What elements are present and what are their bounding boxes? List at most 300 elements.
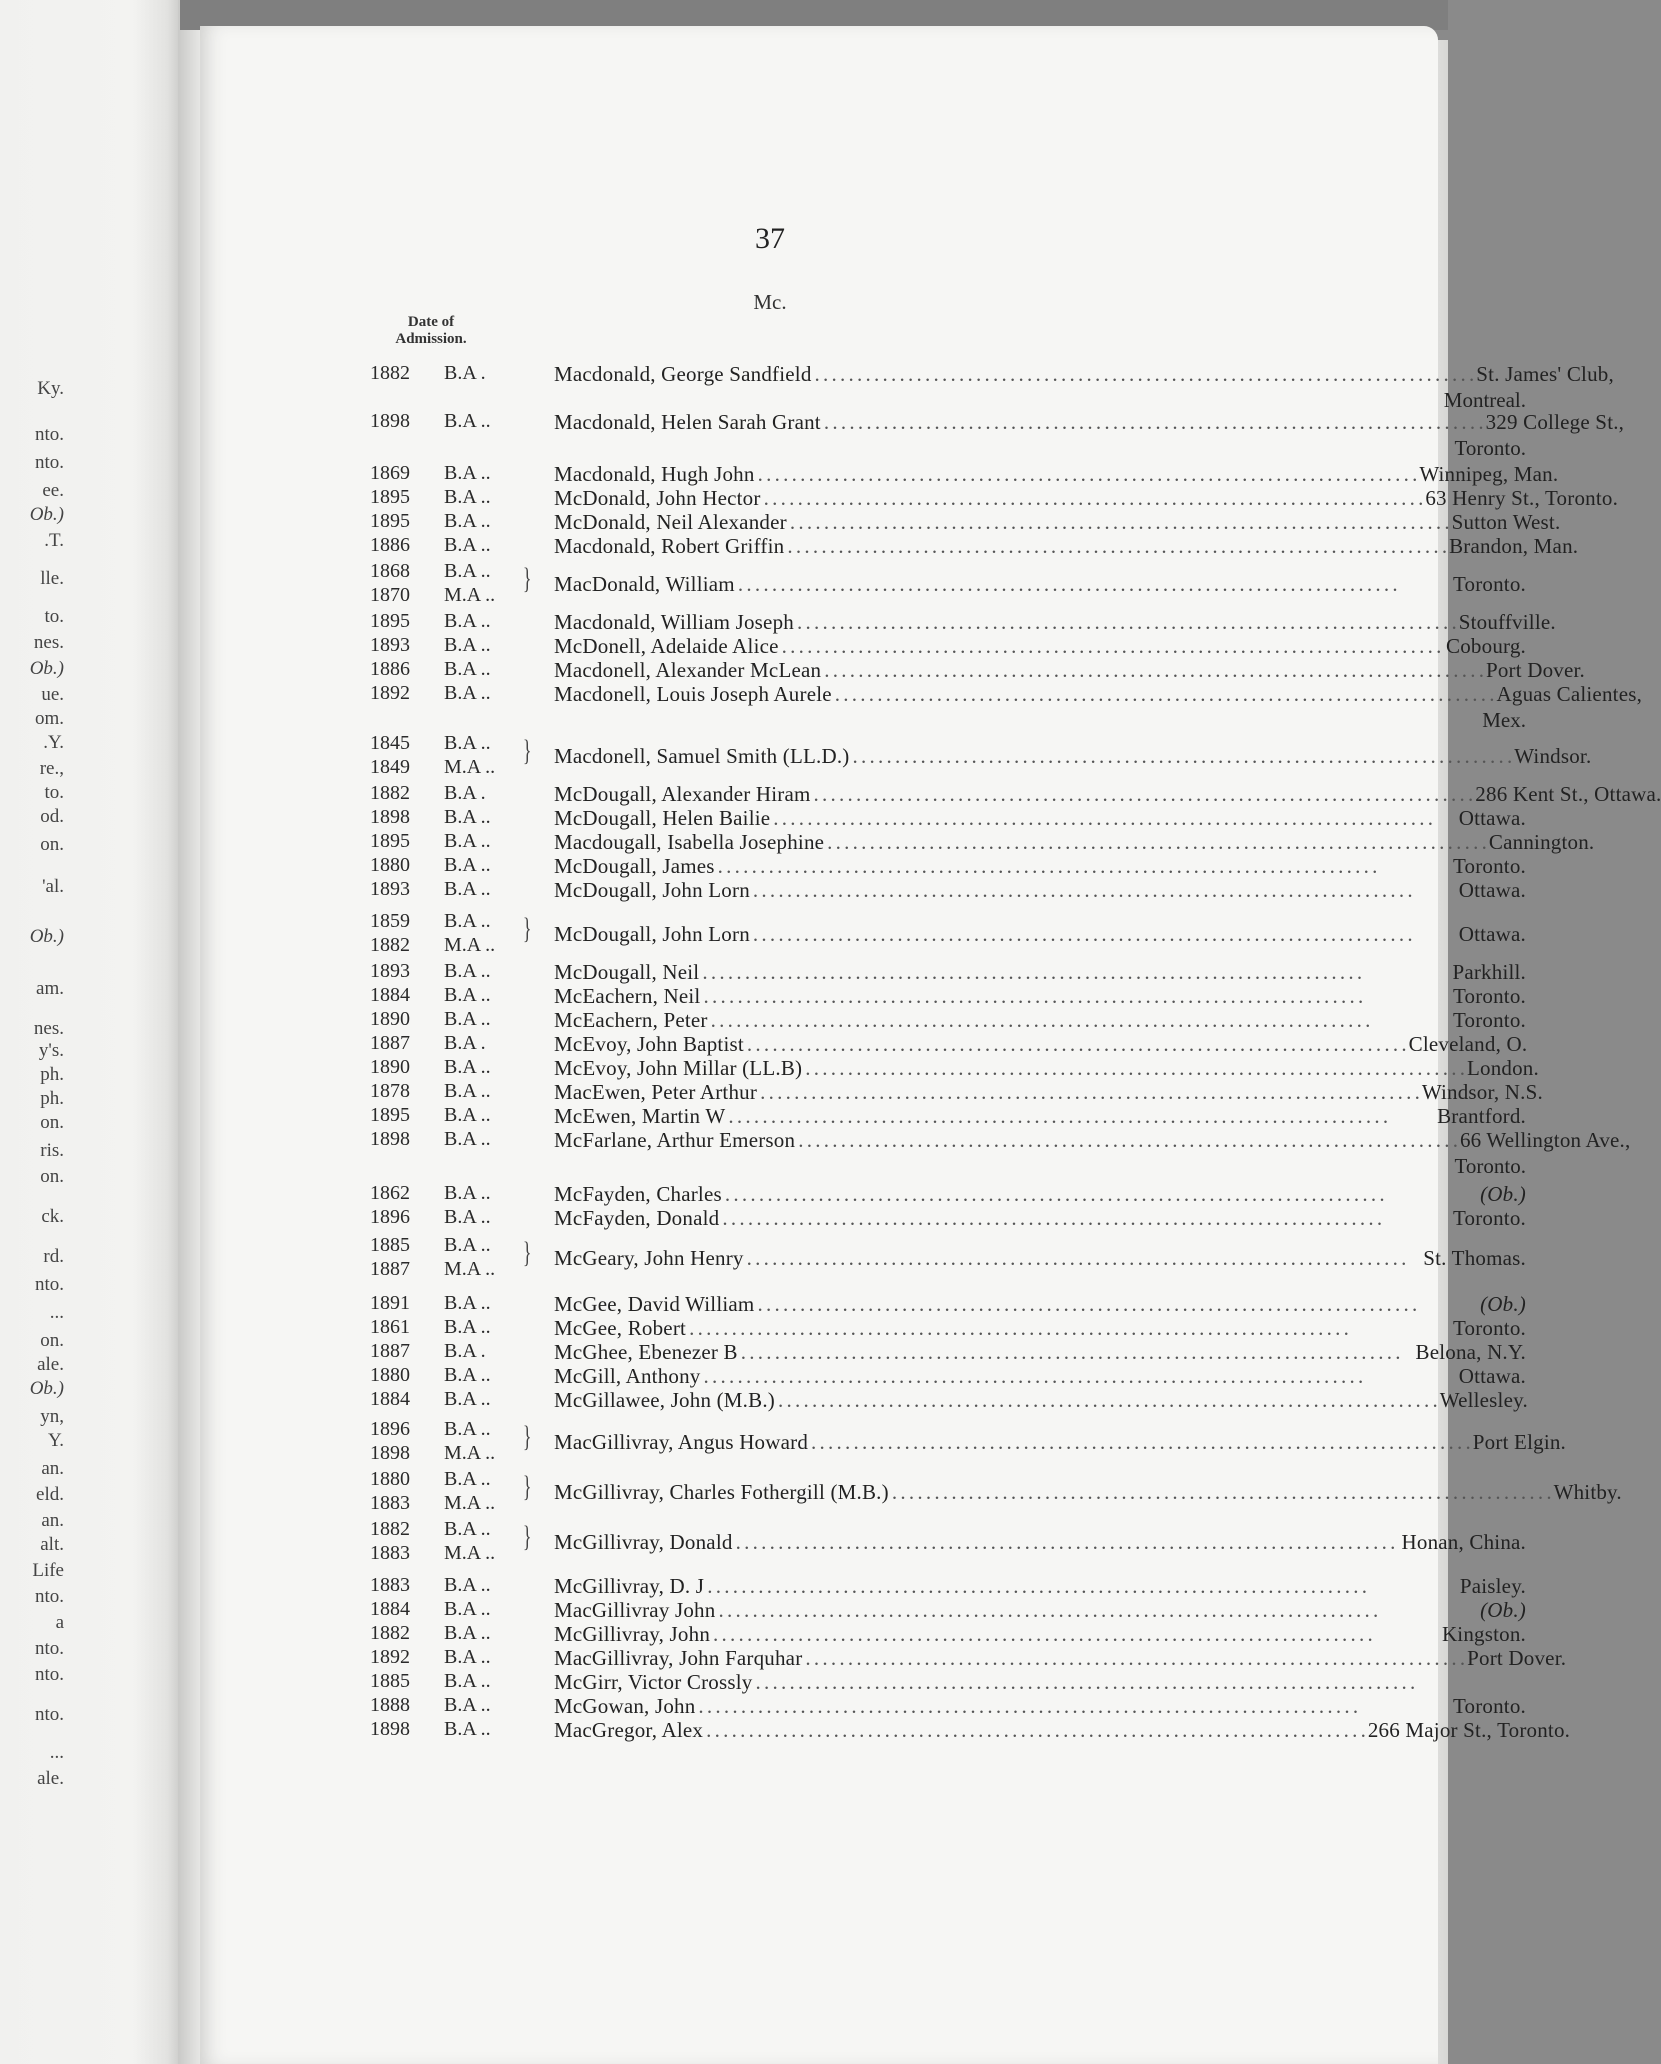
graduate-name: McGillivray, Charles Fothergill (M.B.) — [554, 1480, 889, 1504]
entry-line — [554, 854, 1526, 879]
residence: 329 College St., — [1485, 410, 1625, 434]
facing-page-fragment: ris. — [40, 1140, 64, 1161]
residence: Windsor. — [1514, 744, 1592, 768]
residence: Winnipeg, Man. — [1419, 462, 1559, 486]
admission-year: 1888 — [370, 1694, 410, 1716]
leader-dots — [686, 1316, 1453, 1341]
graduate-name: McDougall, John Lorn — [554, 878, 750, 902]
facing-page-fragment: nto. — [34, 1586, 64, 1607]
graduate-name: MacGillivray, Angus Howard — [554, 1430, 809, 1454]
facing-page-fragment: .Y. — [43, 732, 64, 753]
facing-page-fragment: nto. — [34, 1664, 64, 1685]
facing-page-fragment: Ky. — [37, 378, 64, 399]
facing-page-fragment: Ob.) — [29, 658, 64, 679]
entry-line — [554, 960, 1526, 985]
residence-continued: Montreal. — [1443, 388, 1526, 412]
admission-year: 1883 — [370, 1542, 410, 1564]
degree: B.A .. — [444, 1574, 491, 1596]
degree: B.A .. — [444, 732, 491, 754]
admission-year: 1898 — [370, 1128, 410, 1150]
graduate-name: McFarlane, Arthur Emerson — [554, 1128, 796, 1152]
entry-line — [554, 1480, 1622, 1505]
degree: B.A .. — [444, 1182, 491, 1204]
section-heading: Mc. — [753, 290, 787, 314]
facing-page-fragment: yn, — [40, 1406, 64, 1427]
degree: B.A . — [444, 782, 486, 804]
graduate-name: MacGillivray John — [554, 1598, 716, 1622]
entry-line — [554, 610, 1556, 635]
residence: Parkhill. — [1452, 960, 1526, 984]
graduate-name: Macdonald, George Sandfield — [554, 362, 812, 386]
admission-year: 1849 — [370, 756, 410, 778]
entry-line — [554, 922, 1526, 947]
admission-year: 1862 — [370, 1182, 410, 1204]
admission-year: 1870 — [370, 584, 410, 606]
graduate-name: Macdonald, William Joseph — [554, 610, 794, 634]
graduate-name: MacDonald, William — [554, 572, 735, 596]
admission-year: 1880 — [370, 1364, 410, 1386]
degree: M.A .. — [444, 934, 496, 956]
degree: B.A .. — [444, 1292, 491, 1314]
admission-year: 1893 — [370, 634, 410, 656]
graduate-name: Macdonald, Helen Sarah Grant — [554, 410, 821, 434]
degree: B.A .. — [444, 878, 491, 900]
admission-year: 1891 — [370, 1292, 410, 1314]
degree: B.A .. — [444, 510, 491, 532]
graduate-name: McDougall, John Lorn — [554, 922, 750, 946]
degree: B.A .. — [444, 1622, 491, 1644]
degree: M.A .. — [444, 756, 496, 778]
facing-page-fragment: re., — [39, 758, 64, 779]
admission-year: 1885 — [370, 1670, 410, 1692]
degree: B.A .. — [444, 682, 491, 704]
admission-year: 1892 — [370, 1646, 410, 1668]
admission-year: 1886 — [370, 658, 410, 680]
graduate-name: Macdougall, Isabella Josephine — [554, 830, 825, 854]
graduate-name: Macdonald, Robert Griffin — [554, 534, 785, 558]
leader-dots — [703, 1718, 1368, 1743]
graduate-name: McGill, Anthony — [554, 1364, 701, 1388]
facing-page-fragment: ee. — [42, 480, 64, 501]
degree: B.A .. — [444, 960, 491, 982]
leader-dots — [779, 634, 1446, 659]
facing-page-fragment: nto. — [34, 424, 64, 445]
brace-icon: } — [522, 1420, 532, 1453]
degree: B.A .. — [444, 1670, 491, 1692]
facing-page-fragment: on. — [40, 1112, 64, 1133]
facing-page-fragment: ... — [49, 1302, 64, 1323]
residence: Kingston. — [1441, 1622, 1526, 1646]
residence: Ottawa. — [1458, 806, 1526, 830]
graduate-name: McDougall, Helen Bailie — [554, 806, 771, 830]
degree: B.A .. — [444, 410, 491, 432]
residence: Aguas Calientes, — [1496, 682, 1643, 706]
graduate-name: McDonald, John Hector — [554, 486, 761, 510]
entry-line — [554, 1182, 1526, 1207]
facing-page-fragment: nto. — [34, 1638, 64, 1659]
leader-dots — [719, 1206, 1453, 1231]
admission-year: 1883 — [370, 1574, 410, 1596]
degree: B.A . — [444, 362, 486, 384]
admission-year: 1882 — [370, 934, 410, 956]
brace-icon: } — [522, 562, 532, 595]
admission-year: 1893 — [370, 878, 410, 900]
facing-page-fragment: on. — [40, 1330, 64, 1351]
entry-line — [554, 984, 1526, 1009]
entry-line — [554, 1056, 1539, 1081]
facing-page-fragment: ph. — [40, 1064, 64, 1085]
entry-line — [554, 462, 1559, 487]
facing-page-fragment: Life — [32, 1560, 64, 1581]
residence: Toronto. — [1452, 1694, 1526, 1718]
graduate-name: MacGregor, Alex — [554, 1718, 704, 1742]
admission-year: 1896 — [370, 1418, 410, 1440]
facing-page-fragment: y's. — [38, 1040, 64, 1061]
graduate-name: McEwen, Martin W — [554, 1104, 726, 1128]
degree: B.A .. — [444, 1718, 491, 1740]
degree: B.A .. — [444, 658, 491, 680]
residence: St. Thomas. — [1423, 1246, 1526, 1270]
graduate-name: McFayden, Charles — [554, 1182, 722, 1206]
entry-line — [554, 1206, 1526, 1231]
leader-dots — [733, 1530, 1402, 1555]
admission-year: 1898 — [370, 1442, 410, 1464]
entry-line — [554, 1292, 1526, 1317]
residence: Cleveland, O. — [1408, 1032, 1528, 1056]
admission-year: 1845 — [370, 732, 410, 754]
graduate-name: McFayden, Donald — [554, 1206, 720, 1230]
graduate-name: Macdonell, Louis Joseph Aurele — [554, 682, 832, 706]
facing-page-fragment: om. — [34, 708, 64, 729]
degree: B.A .. — [444, 854, 491, 876]
graduate-name: McGillawee, John (M.B.) — [554, 1388, 775, 1412]
graduate-name: McGirr, Victor Crossly — [554, 1670, 753, 1694]
entry-line — [554, 1718, 1571, 1743]
admission-year: 1869 — [370, 462, 410, 484]
entry-line — [554, 1530, 1526, 1555]
leader-dots — [808, 1430, 1473, 1455]
admission-year: 1898 — [370, 1718, 410, 1740]
degree: B.A . — [444, 1032, 486, 1054]
leader-dots — [699, 960, 1452, 985]
facing-page-fragment: nes. — [33, 632, 64, 653]
admission-year: 1886 — [370, 534, 410, 556]
graduate-name: McGowan, John — [554, 1694, 696, 1718]
admission-year: 1882 — [370, 782, 410, 804]
facing-page-fragment: am. — [36, 978, 64, 999]
graduate-name: MacEwen, Peter Arthur — [554, 1080, 758, 1104]
degree: B.A .. — [444, 806, 491, 828]
degree: B.A .. — [444, 1694, 491, 1716]
residence: Toronto. — [1452, 984, 1526, 1008]
facing-page-fragment: an. — [41, 1510, 64, 1531]
admission-year: 1884 — [370, 1388, 410, 1410]
entry-line — [554, 572, 1526, 597]
facing-page-fragment: to. — [44, 782, 64, 803]
residence: Port Dover. — [1485, 658, 1585, 682]
leader-dots — [889, 1480, 1554, 1505]
brace-icon: } — [522, 912, 532, 945]
residence: Brantford. — [1437, 1104, 1526, 1128]
degree: B.A .. — [444, 1418, 491, 1440]
leader-dots — [794, 610, 1459, 635]
admission-year: 1890 — [370, 1056, 410, 1078]
degree: B.A .. — [444, 1468, 491, 1490]
leader-dots — [715, 854, 1453, 879]
facing-page-fragment: to. — [44, 606, 64, 627]
degree: M.A .. — [444, 584, 496, 606]
admission-year: 1895 — [370, 510, 410, 532]
graduate-name: McEachern, Peter — [554, 1008, 708, 1032]
degree: B.A .. — [444, 486, 491, 508]
entry-line — [554, 1008, 1526, 1033]
leader-dots — [754, 1292, 1480, 1317]
graduate-name: McEvoy, John Millar (LL.B) — [554, 1056, 803, 1080]
leader-dots — [824, 830, 1489, 855]
entry-line — [554, 1032, 1526, 1057]
facing-page-fragment: alt. — [40, 1534, 64, 1555]
degree: B.A .. — [444, 1206, 491, 1228]
residence: Ottawa. — [1458, 1364, 1526, 1388]
admission-year: 1898 — [370, 410, 410, 432]
residence: Cobourg. — [1446, 634, 1526, 658]
admission-year: 1880 — [370, 854, 410, 876]
degree: B.A .. — [444, 1080, 491, 1102]
entry-line — [554, 410, 1625, 435]
leader-dots — [755, 462, 1420, 487]
facing-page-fragment: 'al. — [42, 876, 64, 897]
leader-dots — [761, 486, 1426, 511]
leader-dots — [735, 572, 1453, 597]
degree: M.A .. — [444, 1492, 496, 1514]
entry-line — [554, 486, 1619, 511]
leader-dots — [775, 1388, 1440, 1413]
graduate-name: MacGillivray, John Farquhar — [554, 1646, 803, 1670]
admission-year: 1883 — [370, 1492, 410, 1514]
facing-page-fragment: a — [55, 1612, 64, 1633]
leader-dots — [787, 510, 1452, 535]
residence: Toronto. — [1452, 1008, 1526, 1032]
facing-page-fragment: od. — [40, 806, 64, 827]
graduate-name: McDougall, Alexander Hiram — [554, 782, 811, 806]
facing-page-fragment: eld. — [36, 1484, 64, 1505]
brace-icon: } — [522, 1236, 532, 1269]
column-header-line1: Date of — [407, 314, 455, 330]
admission-year: 1882 — [370, 1622, 410, 1644]
residence: Belona, N.Y. — [1415, 1340, 1526, 1364]
graduate-name: Macdonell, Samuel Smith (LL.D.) — [554, 744, 850, 768]
residence: Port Dover. — [1467, 1646, 1567, 1670]
degree: M.A .. — [444, 1258, 496, 1280]
residence: (Ob.) — [1480, 1292, 1526, 1316]
admission-year: 1882 — [370, 362, 410, 384]
admission-year: 1868 — [370, 560, 410, 582]
admission-year: 1890 — [370, 1008, 410, 1030]
entry-line — [554, 1694, 1526, 1719]
facing-page-fragment: lle. — [40, 568, 64, 589]
admission-year: 1898 — [370, 806, 410, 828]
entry-line — [554, 1080, 1543, 1105]
degree: B.A .. — [444, 610, 491, 632]
leader-dots — [821, 410, 1486, 435]
column-header-line2: Admission. — [395, 331, 467, 347]
leader-dots — [695, 1694, 1453, 1719]
leader-dots — [812, 362, 1477, 387]
brace-icon: } — [522, 1470, 532, 1503]
entry-line — [554, 634, 1526, 659]
degree: M.A .. — [444, 1542, 496, 1564]
leader-dots — [708, 1008, 1453, 1033]
degree: B.A .. — [444, 1316, 491, 1338]
residence: Honan, China. — [1401, 1530, 1526, 1554]
facing-page-fragment: ck. — [41, 1206, 64, 1227]
residence: London. — [1466, 1056, 1539, 1080]
leader-dots — [725, 1104, 1437, 1129]
leader-dots — [744, 1246, 1424, 1271]
entry-line — [554, 878, 1526, 903]
graduate-name: McGhee, Ebenezer B — [554, 1340, 738, 1364]
graduate-name: McDougall, Neil — [554, 960, 700, 984]
facing-page-fragment: ... — [49, 1742, 64, 1763]
residence: Ottawa. — [1458, 922, 1526, 946]
degree: M.A .. — [444, 1442, 496, 1464]
leader-dots — [704, 1574, 1460, 1599]
residence: 66 Wellington Ave., — [1459, 1128, 1631, 1152]
leader-dots — [738, 1340, 1416, 1365]
residence-continued: Mex. — [1482, 708, 1526, 732]
residence: 286 Kent St., Ottawa. — [1475, 782, 1661, 806]
brace-icon: } — [522, 734, 532, 767]
degree: B.A .. — [444, 910, 491, 932]
leader-dots — [715, 1598, 1480, 1623]
degree: B.A .. — [444, 1056, 491, 1078]
entry-line — [554, 1246, 1526, 1271]
graduate-name: McEvoy, John Baptist — [554, 1032, 744, 1056]
graduate-name: McDonell, Adelaide Alice — [554, 634, 779, 658]
facing-page-fragment: ph. — [40, 1088, 64, 1109]
leader-dots — [757, 1080, 1422, 1105]
entry-line — [554, 1574, 1526, 1599]
facing-page-fragment: ale. — [37, 1768, 64, 1789]
graduate-name: McGillivray, John — [554, 1622, 711, 1646]
graduate-name: McGee, David William — [554, 1292, 755, 1316]
residence: Stouffville. — [1458, 610, 1556, 634]
residence: Whitby. — [1553, 1480, 1622, 1504]
entry-line — [554, 682, 1643, 707]
degree: B.A .. — [444, 1008, 491, 1030]
graduate-name: McGeary, John Henry — [554, 1246, 744, 1270]
residence: Toronto. — [1452, 854, 1526, 878]
facing-page-fragment: nto. — [34, 452, 64, 473]
admission-year: 1895 — [370, 486, 410, 508]
degree: B.A .. — [444, 984, 491, 1006]
facing-page-fragment: Ob.) — [29, 504, 64, 525]
residence: Toronto. — [1452, 1316, 1526, 1340]
admission-year: 1884 — [370, 1598, 410, 1620]
facing-page-fragment: nto. — [34, 1274, 64, 1295]
facing-page-fragment: ue. — [41, 684, 64, 705]
residence: Paisley. — [1459, 1574, 1526, 1598]
entry-line — [554, 1430, 1567, 1455]
facing-page-fragment: an. — [41, 1458, 64, 1479]
entry-line — [554, 1340, 1526, 1365]
graduate-name: Macdonell, Alexander McLean — [554, 658, 822, 682]
degree: B.A .. — [444, 462, 491, 484]
entry-line — [554, 1670, 1526, 1695]
residence: Brandon, Man. — [1449, 534, 1579, 558]
residence: Sutton West. — [1451, 510, 1561, 534]
entry-line — [554, 806, 1526, 831]
admission-year: 1887 — [370, 1340, 410, 1362]
leader-dots — [832, 682, 1497, 707]
degree: B.A .. — [444, 560, 491, 582]
leader-dots — [750, 922, 1459, 947]
degree: B.A .. — [444, 830, 491, 852]
leader-dots — [710, 1622, 1442, 1647]
facing-page-fragment: nto. — [34, 1704, 64, 1725]
leader-dots — [752, 1670, 1526, 1695]
residence: Wellesley. — [1439, 1388, 1528, 1412]
admission-year: 1880 — [370, 1468, 410, 1490]
admission-year: 1895 — [370, 1104, 410, 1126]
entry-line — [554, 362, 1614, 387]
admission-year: 1885 — [370, 1234, 410, 1256]
degree: B.A .. — [444, 1234, 491, 1256]
facing-page-fragment: .T. — [44, 530, 64, 551]
graduate-name: Macdonald, Hugh John — [554, 462, 755, 486]
degree: B.A .. — [444, 1646, 491, 1668]
entry-line — [554, 1598, 1526, 1623]
facing-page-fragment: rd. — [43, 1246, 64, 1267]
admission-year: 1859 — [370, 910, 410, 932]
residence-continued: Toronto. — [1454, 436, 1526, 460]
graduate-name: McGillivray, D. J — [554, 1574, 705, 1598]
admission-year: 1882 — [370, 1518, 410, 1540]
leader-dots — [821, 658, 1486, 683]
graduate-name: McDonald, Neil Alexander — [554, 510, 787, 534]
degree: B.A .. — [444, 1104, 491, 1126]
entry-line — [554, 830, 1595, 855]
residence: Toronto. — [1452, 572, 1526, 596]
degree: B.A .. — [444, 1388, 491, 1410]
entry-line — [554, 1646, 1567, 1671]
admission-year: 1895 — [370, 610, 410, 632]
admission-year: 1861 — [370, 1316, 410, 1338]
admission-year: 1884 — [370, 984, 410, 1006]
graduate-name: McEachern, Neil — [554, 984, 701, 1008]
entry-line — [554, 1104, 1526, 1129]
residence: 266 Major St., Toronto. — [1367, 1718, 1571, 1742]
entry-line — [554, 782, 1661, 807]
admission-year: 1887 — [370, 1032, 410, 1054]
leader-dots — [700, 984, 1453, 1009]
facing-page-fragment: Ob.) — [29, 1378, 64, 1399]
residence: (Ob.) — [1480, 1182, 1526, 1206]
leader-dots — [811, 782, 1476, 807]
entry-line — [554, 534, 1579, 559]
entry-line — [554, 744, 1592, 769]
graduate-name: McGee, Robert — [554, 1316, 687, 1340]
brace-icon: } — [522, 1520, 532, 1553]
residence: Toronto. — [1452, 1206, 1526, 1230]
residence-continued: Toronto. — [1454, 1154, 1526, 1178]
leader-dots — [802, 1056, 1467, 1081]
entry-line — [554, 1622, 1526, 1647]
admission-year: 1887 — [370, 1258, 410, 1280]
graduate-name: McGillivray, Donald — [554, 1530, 733, 1554]
admission-year: 1878 — [370, 1080, 410, 1102]
leader-dots — [802, 1646, 1467, 1671]
